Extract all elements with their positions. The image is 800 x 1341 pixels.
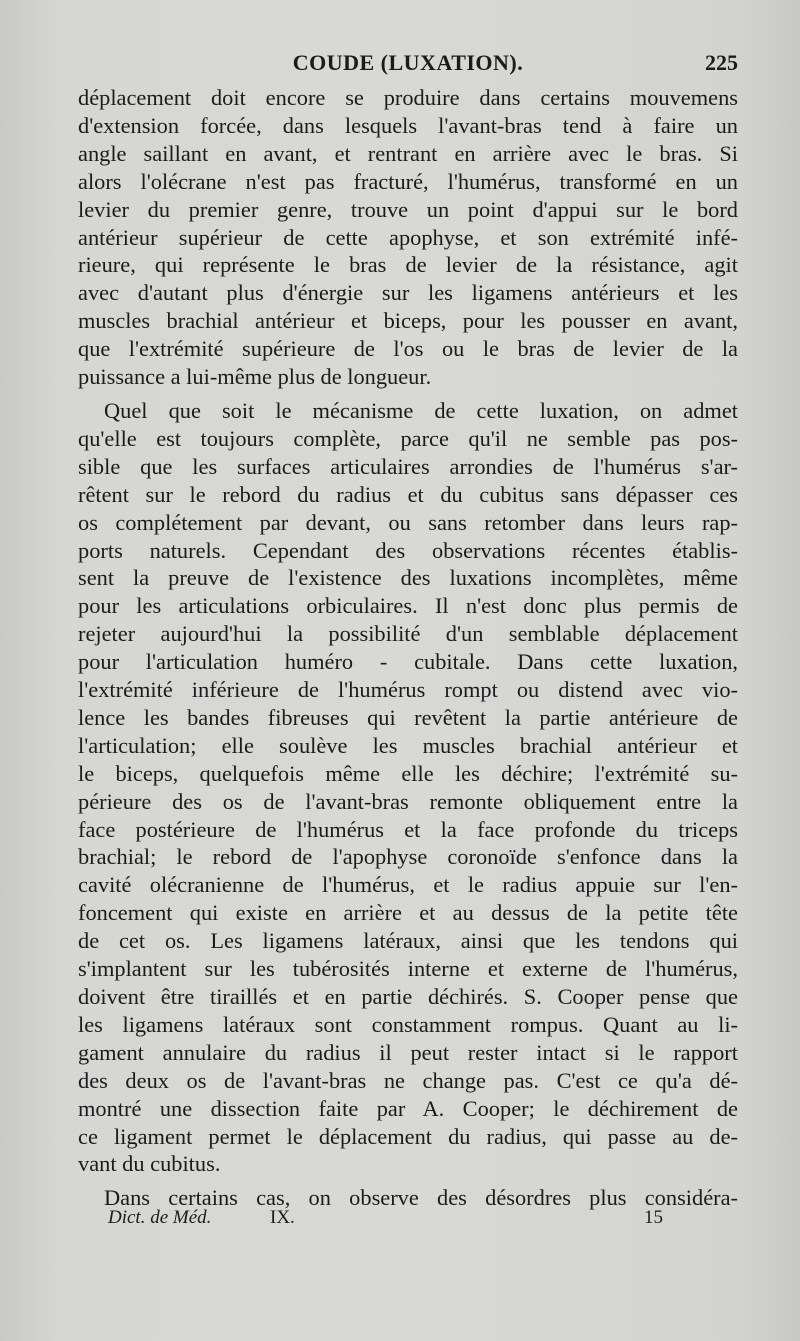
text-line: l'extrémité inférieure de l'humérus rompt ou distend avec vio-: [78, 677, 738, 703]
text-line: d'extension forcée, dans lesquels l'avant-bras tend à faire un: [78, 112, 738, 138]
text-line: brachial; le rebord de l'apophyse coronoïde s'enfonce dans la: [78, 844, 738, 870]
footer-signature: Dict. de Méd.: [108, 1207, 212, 1228]
text-line: doivent être tiraillés et en partie déchirés. S. Cooper pense que: [78, 984, 738, 1009]
text-line: foncement qui existe en arrière et au dessus de la petite tête: [78, 900, 738, 926]
text-line: pour les articulations orbiculaires. Il n'est donc plus permis de: [78, 593, 738, 619]
paragraph: [78, 84, 738, 391]
text-line: les ligamens latéraux sont constamment rompus. Quant au li-: [78, 1011, 738, 1037]
text-line: déplacement doit encore se produire dans certains mouvemens: [78, 85, 738, 110]
text-line: muscles brachial antérieur et biceps, pour les pousser en avant,: [78, 308, 738, 334]
text-line: périeure des os de l'avant-bras remonte obliquement entre la: [78, 788, 738, 814]
text-line: sible que les surfaces articulaires arrondies de l'humérus s'ar-: [78, 453, 738, 479]
text-line: angle saillant en avant, et rentrant en arrière avec le bras. Si: [78, 140, 738, 166]
page-header: [78, 50, 738, 80]
text-line: ce ligament permet le déplacement du radius, qui passe au de-: [78, 1123, 738, 1149]
text-line: lence les bandes fibreuses qui revêtent la partie antérieure de: [78, 704, 738, 730]
page-footer: [78, 1207, 738, 1233]
text-line: face postérieure de l'humérus et la face profonde du triceps: [78, 816, 738, 842]
running-title: COUDE (LUXATION).: [292, 50, 524, 75]
text-line: avec d'autant plus d'énergie sur les ligamens antérieurs et les: [78, 280, 738, 306]
text-line: des deux os de l'avant-bras ne change pas. C'est ce qu'a dé-: [78, 1067, 738, 1093]
text-line: de cet os. Les ligamens latéraux, ainsi que les tendons qui: [78, 928, 738, 954]
text-line: pour l'articulation huméro - cubitale. Dans cette luxation,: [78, 649, 738, 675]
body-text: [78, 84, 738, 1212]
paragraph: [78, 397, 738, 1178]
footer-volume: IX.: [270, 1207, 295, 1228]
text-line: que l'extrémité supérieure de l'os ou le bras de levier de la: [78, 336, 738, 362]
footer-sheet-number: 15: [644, 1207, 663, 1228]
text-line: Quel que soit le mécanisme de cette luxation, on admet: [104, 397, 738, 423]
text-line: montré une dissection faite par A. Cooper; le déchirement de: [78, 1095, 738, 1121]
text-line: cavité olécranienne de l'humérus, et le radius appuie sur l'en-: [78, 872, 738, 898]
text-line: l'articulation; elle soulève les muscles brachial antérieur et: [78, 732, 738, 758]
text-line: antérieur supérieur de cette apophyse, et son extrémité infé-: [78, 224, 738, 250]
page-number: 225: [705, 50, 738, 75]
text-line: ports naturels. Cependant des observations récentes établis-: [78, 537, 738, 563]
text-line: levier du premier genre, trouve un point d'appui sur le bord: [78, 196, 738, 222]
text-line: qu'elle est toujours complète, parce qu'il ne semble pas pos-: [78, 425, 738, 451]
text-line: rieure, qui représente le bras de levier de la résistance, agit: [78, 252, 738, 278]
text-line: puissance a lui-même plus de longueur.: [78, 364, 432, 390]
text-line: rêtent sur le rebord du radius et du cubitus sans dépasser ces: [78, 481, 738, 507]
text-line: alors l'olécrane n'est pas fracturé, l'humérus, transformé en un: [78, 168, 738, 194]
text-line: s'implantent sur les tubérosités interne et externe de l'humérus,: [78, 956, 738, 982]
text-line: Dans certains cas, on observe des désordres plus considéra-: [104, 1185, 738, 1211]
text-line: rejeter aujourd'hui la possibilité d'un semblable déplacement: [78, 621, 738, 647]
text-line: vant du cubitus.: [78, 1151, 221, 1177]
text-line: sent la preuve de l'existence des luxations incomplètes, même: [78, 565, 738, 591]
text-line: le biceps, quelquefois même elle les déchire; l'extrémité su-: [78, 760, 738, 786]
text-line: gament annulaire du radius il peut rester intact si le rapport: [78, 1039, 738, 1065]
text-line: os complétement par devant, ou sans retomber dans leurs rap-: [78, 509, 738, 535]
